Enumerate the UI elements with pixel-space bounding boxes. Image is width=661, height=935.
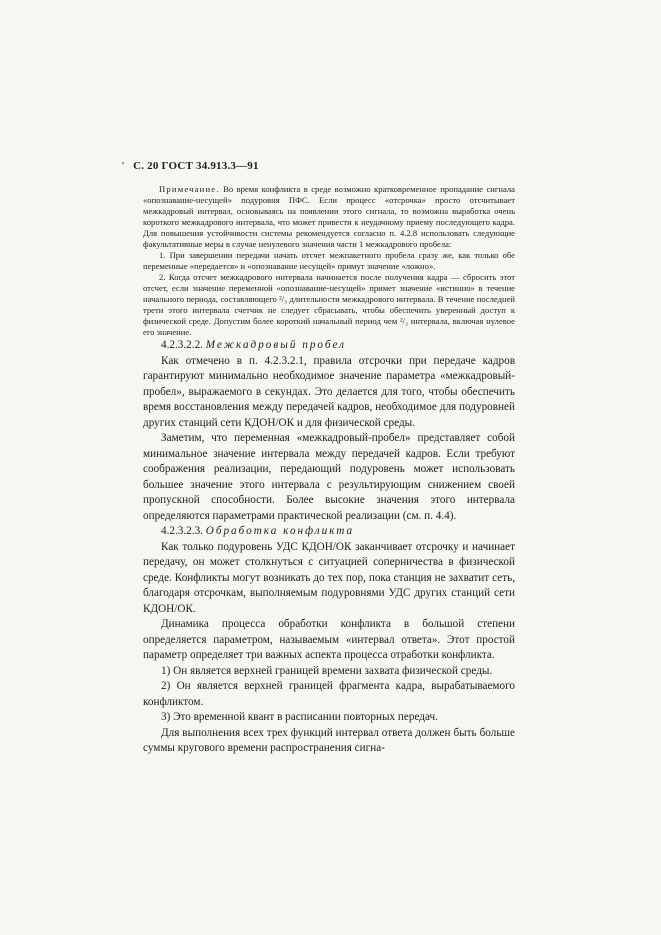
note-intro-text: Во время конфликта в среде возможно кратковременное пропадание сигнала «опознавание-несущей» подуровня ПФС. Если процесс «отсрочка» просто отсчитывает межкадровый интервал, основываясь на появлении этого сигнала, то возможна выработка очень короткого межкадрового интервала, что может привести к неудачному приему последующего кадра. Для повышения устойчивости системы рекомендуется согласно п. 4.2.8 использовать следующие факультативные меры в случае ненулевого значения части 1 межкадрового пробела: [143,184,515,249]
note-item-1: 1. При завершении передачи начать отсчет межпакетного пробела сразу же, как только обе переменные «передается» и «опознавание несущей» примут значение «ложно». [143,250,515,271]
note-block [143,184,515,338]
paragraph: Как только подуровень УДС КДОН/ОК заканчивает отсрочку и начинает передачу, он может столкнуться с ситуацией соперничества в физической среде. Конфликты могут возникать до тех пор, пока станция не захватит сеть, благодаря отсрочкам, выполняемым подуровнями УДС других станций сети КДОН/ОК. [143,540,515,615]
paragraph: Заметим, что переменная «межкадровый-пробел» представляет собой минимальное значение интервала между передачей кадров. Если требуют соображения реализации, передающий подуровень может использовать большее значение этого интервала с результирующим снижением своей пропускной способности. Более высокие значения этого интервала определяются параметрами практической реализации (см. п. 4.4). [143,432,515,522]
section-number: 4.2.3.2.2. [161,339,203,351]
paragraph: Для выполнения всех трех функций интервал ответа должен быть больше суммы кругового времени распространения сигна- [143,726,515,754]
paragraph: Динамика процесса обработки конфликта в большой степени определяется параметром, называемым «интервал ответа». Этот простой параметр определяет три важных аспекта процесса отработки конфликта. [143,618,515,661]
page-number: С. 20 [133,160,159,172]
page-header [122,160,259,172]
paragraph: Как отмечено в п. 4.2.3.2.1, правила отсрочки при передаче кадров гарантируют минимально необходимое значение параметра «межкадровый-пробел», выражаемого в секундах. Это делается для того, чтобы обеспечить время восстановления между передачей кадров, необходимое для подуровней других станций сети КДОН/ОК и для физической среды. [143,354,515,429]
note-label: Примечание. [159,184,220,194]
section-title: Межкадровый пробел [205,339,347,351]
section-heading-collision-handling [143,524,515,540]
note-item-2: 2. Когда отсчет межкадрового интервала начинается после получения кадра — сбросить этот отсчет, если значение переменной «опознавание-несущей» примет значение «истинно» в течение начального периода, составляющего ²/₃ длительности межкадрового интервала. В течение последней трети этого интервала счетчик не следует сбрасывать, чтобы обеспечить уверенный доступ к физической среде. Допустим более короткий начальный период чем ²/₃ интервала, включая нулевое его значение. [143,272,515,337]
note-intro [143,184,515,250]
list-item: 2) Он является верхней границей фрагмента кадра, вырабатываемого конфликтом. [143,680,515,708]
main-text [143,338,515,757]
list-item: 1) Он является верхней границей времени захвата физической среды. [161,664,493,677]
section-heading-interframe-gap [143,338,515,354]
section-title: Обработка конфликта [205,525,355,537]
section-number: 4.2.3.2.3. [161,525,203,537]
standard-code: ГОСТ 34.913.3—91 [161,160,259,172]
margin-mark: ' [122,160,125,172]
list-item: 3) Это временной квант в расписании повторных передач. [161,711,438,723]
